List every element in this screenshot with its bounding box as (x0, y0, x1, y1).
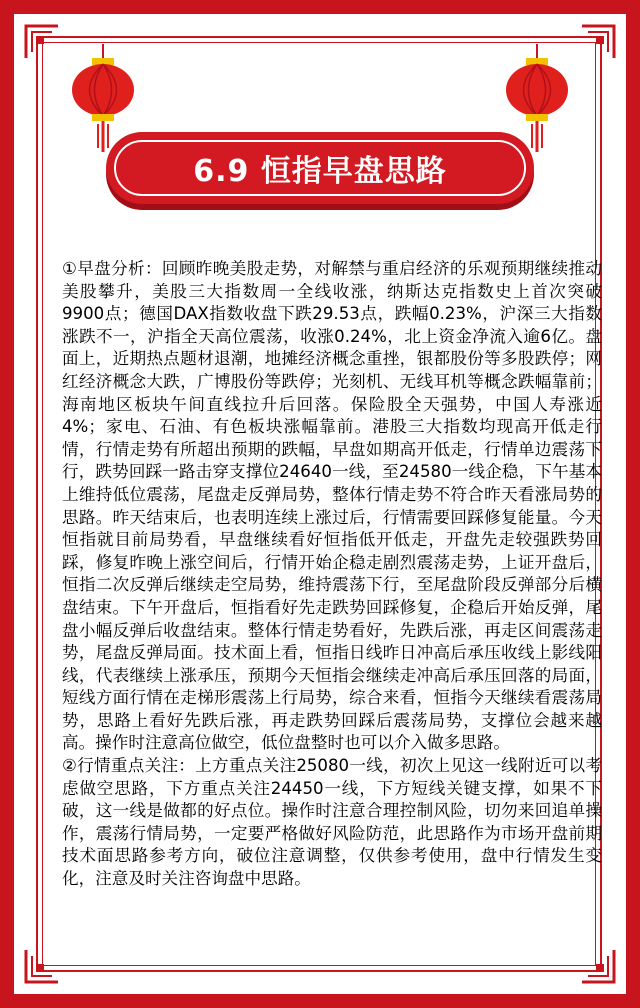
paragraph-key-levels: ②行情重点关注：上方重点关注25080一线，初次上见这一线附近可以考虑做空思路，下方重点关注24450一线，下方短线关键支撑，如果不下破，这一线是做都的好点位。操作时注意合理控制风险，切勿来回追单操作，震荡行情局势，一定要严格做好风险防范，此思路作为市场开盘前期技术面思路参考方向，破位注意调整，仅供参考使用，盘中行情发生变化，注意及时关注咨询盘中思路。 (62, 756, 602, 889)
title-banner (106, 132, 534, 204)
corner-ornament-icon (22, 22, 62, 62)
paragraph-morning-analysis: ①早盘分析：回顾昨晚美股走势，对解禁与重启经济的乐观预期继续推动美股攀升，美股三大指数周一全线收涨，纳斯达克指数史上首次突破9900点；德国DAX指数收盘下跌29.53点，跌幅0.23%，沪深三大指数涨跌不一，沪指全天高位震荡，收涨0.24%，北上资金净流入逾6亿。盘面上，近期热点题材退潮，地摊经济概念重挫，银都股份等多股跌停；网红经济概念大跌，广博股份等跌停；光刻机、无线耳机等概念跌幅靠前；海南地区板块午间直线拉升后回落。保险股全天强势，中国人寿涨近4%；家电、石油、有色板块涨幅靠前。港股三大指数均现高开低走行情，行情走势有所超出预期的跌幅，早盘如期高开低走，行情单边震荡下行，跌势回踩一路击穿支撑位24640一线，至24580一线企稳，下午基本上维持低位震荡，尾盘走反弹局势，整体行情走势不符合昨天看涨局势的思路。昨天结束后，也表明连续上涨过后，行情需要回踩修复能量。今天恒指就目前局势看，早盘继续看好恒指低开低走，开盘先走较强跌势回踩，修复昨晚上涨空间后，行情开始企稳走剧烈震荡走势，上证开盘后，恒指二次反弹后继续走空局势，维持震荡下行，至尾盘阶段反弹部分后横盘结束。下午开盘后，恒指看好先走跌势回踩修复，企稳后开始反弹，尾盘小幅反弹后收盘结束。整体行情走势看好，先跌后涨，再走区间震荡走势，尾盘反弹局面。技术面上看，恒指日线昨日冲高后承压收线上影线阳线，代表继续上涨承压，预期今天恒指会继续走冲高后承压回落的局面，短线方面行情在走梯形震荡上行局势，综合来看，恒指今天继续看震荡局势，思路上看好先跌后涨，再走跌势回踩后震荡局势，支撑位会越来越高。操作时注意高位做空，低位盘整时也可以介入做多思路。 (62, 259, 602, 753)
page-title: 6.9 恒指早盘思路 (193, 154, 447, 189)
poster (14, 14, 626, 994)
corner-ornament-icon (578, 22, 618, 62)
article-body (62, 258, 602, 891)
corner-ornament-icon (22, 946, 62, 986)
corner-ornament-icon (578, 946, 618, 986)
